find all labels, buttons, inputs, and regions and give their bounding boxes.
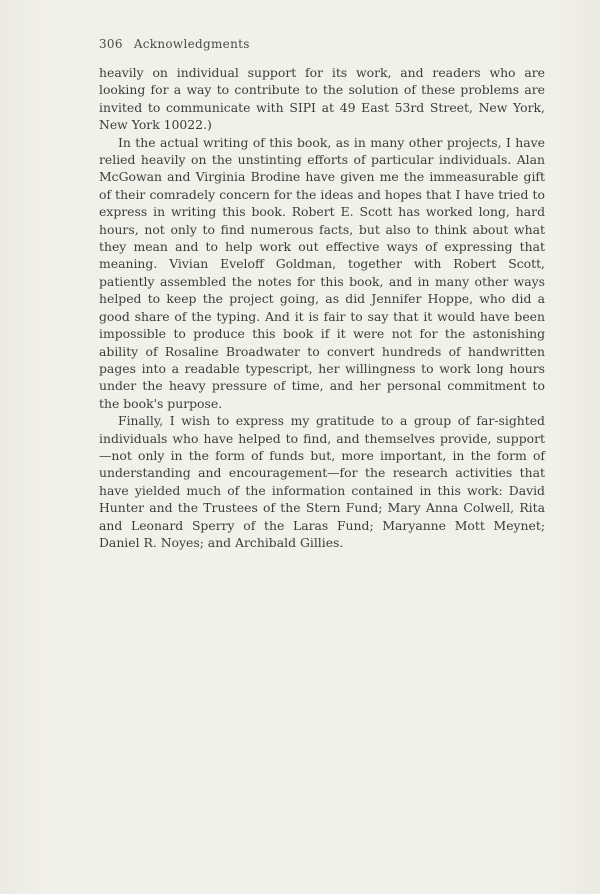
section-title: Acknowledgments (133, 37, 250, 51)
paragraph-continuation: heavily on individual support for its work, and readers who are looking for a way to contribute to the solution of these problems are invited to communicate with SIPI at 49 East 53rd Street, New York, New York 10022.) (99, 65, 545, 133)
running-head (99, 37, 250, 51)
body-text (99, 64, 545, 551)
paragraph-gratitude: Finally, I wish to express my gratitude to a group of far-sighted individuals who have helped to find, and themselves provide, support—not only in the form of funds but, more important, in the form of understanding and encouragement—for the research activities that have yielded much of the information contained in this work: David Hunter and the Trustees of the Stern Fund; Mary Anna Colwell, Rita and Leonard Sperry of the Laras Fund; Maryanne Mott Meynet; Daniel R. Noyes; and Archibald Gillies. (99, 413, 545, 550)
page-number: 306 (99, 37, 123, 51)
paragraph-writing-help: In the actual writing of this book, as in many other projects, I have relied heavily on the unstinting efforts of particular individuals. Alan McGowan and Virginia Brodine have given me the immeasurable gift of their comradely concern for the ideas and hopes that I have tried to express in writing this book. Robert E. Scott has worked long, hard hours, not only to find numerous facts, but also to think about what they mean and to help work out effective ways of expressing that meaning. Vivian Eveloff Goldman, together with Robert Scott, patiently assembled the notes for this book, and in many other ways helped to keep the project going, as did Jennifer Hoppe, who did a good share of the typing. And it is fair to say that it would have been impossible to produce this book if it were not for the astonishing ability of Rosaline Broadwater to convert hundreds of handwritten pages into a readable typescript, her willingness to work long hours under the heavy pressure of time, and her personal commitment to the book's purpose. (99, 134, 545, 411)
